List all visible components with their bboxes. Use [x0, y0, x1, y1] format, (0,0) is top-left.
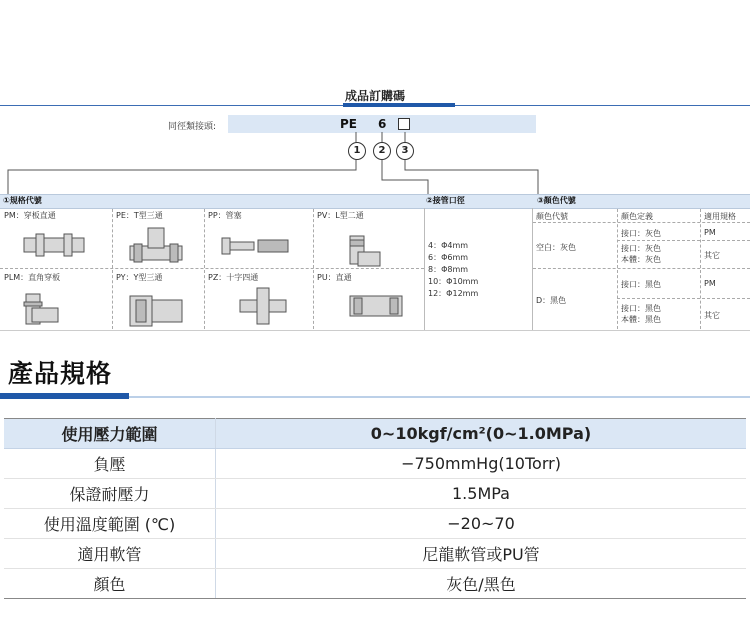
- spec-name: 顏色: [4, 569, 216, 599]
- color-black-code: D：黑色: [536, 296, 567, 305]
- spec-label-pp: PP：管塞: [208, 211, 242, 220]
- spec-label-pv: PV：L型二通: [317, 211, 364, 220]
- spec-value: 0~10kgf/cm²(0~1.0MPa): [216, 419, 747, 449]
- spec-name: 適用軟管: [4, 539, 216, 569]
- pz-cross-fitting-image: [238, 286, 288, 326]
- spec-title-accent-bar: [0, 393, 129, 399]
- callout-3: 3: [396, 142, 414, 160]
- table-row: [4, 569, 746, 599]
- spec-label-py: PY：Y型三通: [116, 273, 163, 282]
- diameter-item: 12：Φ12mm: [428, 289, 479, 298]
- grid-line: [0, 330, 750, 331]
- grid-line: [617, 240, 750, 241]
- spec-name: 使用壓力範圍: [4, 419, 216, 449]
- color-black-def1: 接口：黑色: [621, 280, 661, 289]
- order-code-title: 成品訂購碼: [344, 89, 405, 103]
- color-black-spec2: 其它: [704, 311, 720, 320]
- code-color-box: [398, 118, 410, 130]
- diameter-item: 6：Φ6mm: [428, 253, 469, 262]
- table-row: [4, 539, 746, 569]
- spec-label-plm: PLM：直角穿板: [4, 273, 61, 282]
- color-black-def2a: 接口：黑色: [621, 304, 661, 313]
- spec-value: 灰色/黑色: [216, 569, 747, 599]
- grid-line: [533, 268, 750, 269]
- pu-straight-fitting-image: [348, 294, 404, 318]
- table-row: [4, 509, 746, 539]
- color-gray-def2: [621, 243, 661, 265]
- callout-connectors: [0, 130, 750, 196]
- table-row: [4, 479, 746, 509]
- grid-line: [424, 208, 425, 330]
- spec-value: −20~70: [216, 509, 747, 539]
- grid-line: [112, 209, 113, 329]
- spec-label-pm: PM：穿板直通: [4, 211, 56, 220]
- color-col-spec: 適用規格: [704, 212, 736, 221]
- grid-line: [700, 209, 701, 329]
- code-prefix: PE: [340, 117, 357, 131]
- pv-elbow-fitting-image: [348, 234, 382, 270]
- grid-line: [617, 298, 750, 299]
- grid-line: [533, 222, 750, 223]
- grid-line: [617, 209, 618, 329]
- color-gray-code: 空白：灰色: [536, 243, 576, 252]
- color-gray-def2a: 接口：灰色: [621, 244, 661, 253]
- spec-label-pu: PU：直通: [317, 273, 352, 282]
- spec-value: 尼龍軟管或PU管: [216, 539, 747, 569]
- color-gray-def2b: 本體：灰色: [621, 255, 661, 264]
- diameter-header: ②接管口徑: [426, 196, 465, 205]
- grid-line: [313, 209, 314, 329]
- diameter-item: 4：Φ4mm: [428, 241, 469, 250]
- color-gray-spec2: 其它: [704, 251, 720, 260]
- color-black-spec1: PM: [704, 279, 716, 288]
- title-accent-bar: [343, 103, 455, 107]
- pp-plug-image: [220, 236, 290, 256]
- color-gray-def1: 接口：灰色: [621, 229, 661, 238]
- plm-elbow-bulkhead-image: [22, 292, 62, 328]
- diameter-item: 10：Φ10mm: [428, 277, 479, 286]
- callout-2: 2: [373, 142, 391, 160]
- color-col-definition: 顏色定義: [621, 212, 653, 221]
- spec-name: 使用溫度範圍 (℃): [4, 509, 216, 539]
- grid-line: [204, 209, 205, 329]
- code-size: 6: [378, 117, 387, 131]
- table-row: [4, 449, 746, 479]
- spec-label-pz: PZ：十字四通: [208, 273, 259, 282]
- table-row: [4, 419, 746, 449]
- pe-tee-fitting-image: [128, 226, 184, 264]
- diameter-list: [428, 240, 478, 300]
- callout-1: 1: [348, 142, 366, 160]
- pm-bulkhead-fitting-image: [22, 230, 86, 260]
- spec-section-title: 產品規格: [8, 359, 113, 388]
- spec-value: 1.5MPa: [216, 479, 747, 509]
- same-diameter-label: 同徑類接頭:: [168, 122, 217, 132]
- grid-line: [532, 208, 533, 330]
- spec-code-header-bar: [0, 194, 424, 209]
- spec-value: −750mmHg(10Torr): [216, 449, 747, 479]
- diameter-item: 8：Φ8mm: [428, 265, 469, 274]
- spec-code-header: ①規格代號: [3, 196, 42, 205]
- color-col-code: 顏色代號: [536, 212, 568, 221]
- spec-name: 負壓: [4, 449, 216, 479]
- spec-label-pe: PE：T型三通: [116, 211, 163, 220]
- spec-name: 保證耐壓力: [4, 479, 216, 509]
- color-black-def2b: 本體：黑色: [621, 315, 661, 324]
- color-header: ③顏色代號: [537, 196, 576, 205]
- color-black-def2: [621, 303, 661, 325]
- color-gray-spec1: PM: [704, 228, 716, 237]
- spec-table: [4, 418, 746, 599]
- py-y-fitting-image: [128, 290, 186, 330]
